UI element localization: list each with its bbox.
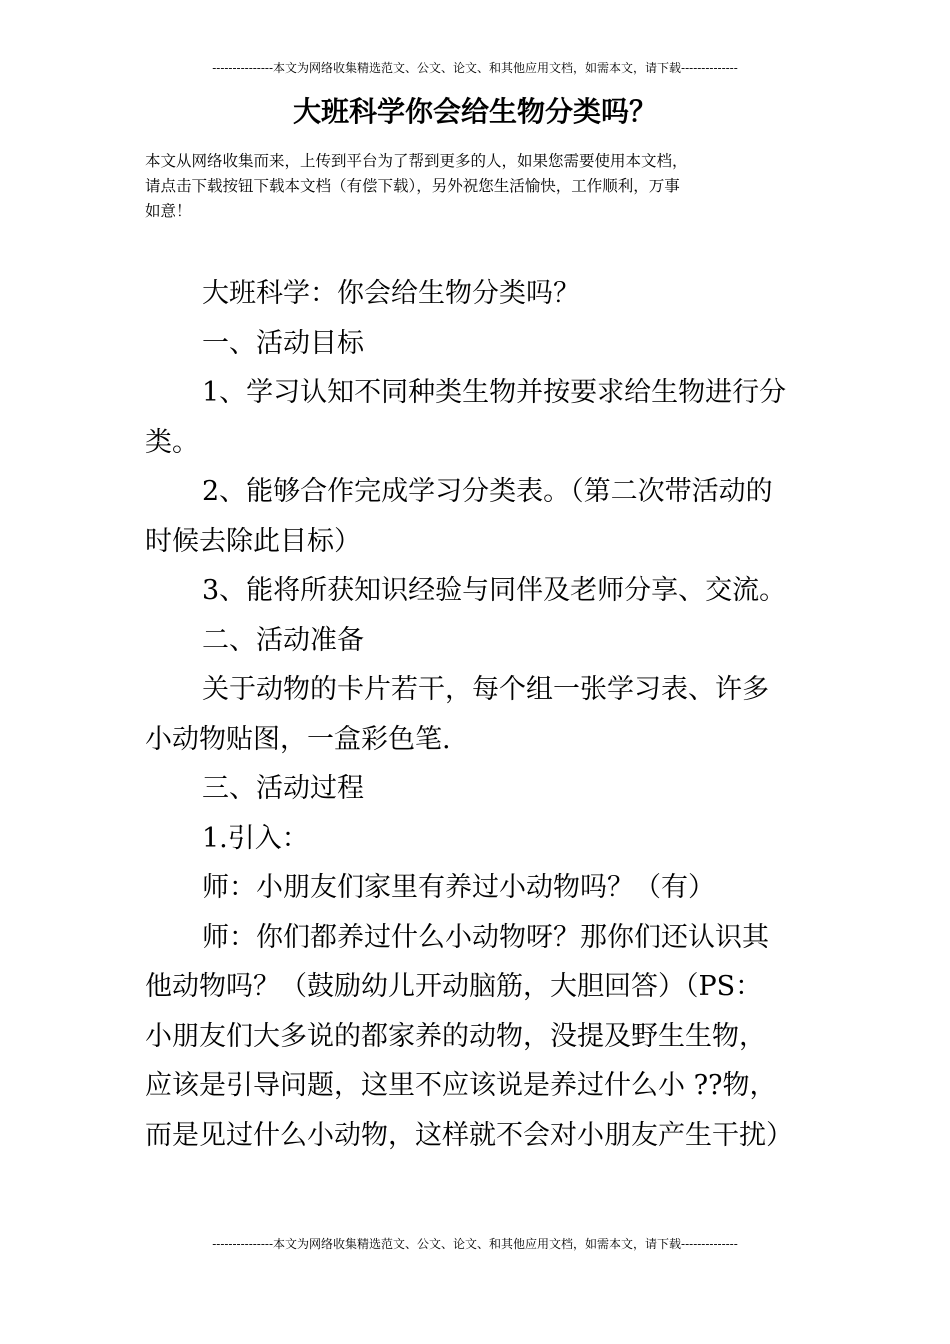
dialogue-line-continued: 应该是引导问题，这里不应该说是养过什么小 ??物， bbox=[145, 1070, 777, 1101]
goal-item-3: 3、能将所获知识经验与同伴及老师分享、交流。 bbox=[202, 575, 787, 606]
intro-paragraph bbox=[145, 149, 807, 224]
dialogue-line-continued: 而是见过什么小动物，这样就不会对小朋友产生干扰） bbox=[145, 1119, 793, 1151]
preparation-text-continued: 小动物贴图，一盒彩色笔. bbox=[145, 723, 451, 755]
goal-item-2-continued: 时候去除此目标） bbox=[145, 525, 361, 557]
dialogue-line-continued: 他动物吗？（鼓励幼儿开动脑筋，大胆回答）（PS： bbox=[145, 971, 763, 1002]
dialogue-line-continued: 小朋友们大多说的都家养的动物，没提及野生生物， bbox=[145, 1020, 766, 1052]
dialogue-line: 师：小朋友们家里有养过小动物吗？（有） bbox=[202, 872, 715, 903]
section-heading-preparation: 二、活动准备 bbox=[202, 624, 364, 656]
header-banner: ---------------本文为网络收集精选范文、公文、论文、和其他应用文档，如需本文，请下载-------------- bbox=[212, 61, 738, 75]
intro-line: 如意！ bbox=[145, 202, 192, 220]
goal-item-1: 1、学习认知不同种类生物并按要求给生物进行分 bbox=[202, 377, 787, 408]
process-step-intro: 1.引入： bbox=[202, 822, 309, 854]
intro-line: 请点击下载按钮下载本文档（有偿下载），另外祝您生活愉快，工作顺利，万事 bbox=[145, 177, 680, 195]
goal-item-1-continued: 类。 bbox=[145, 426, 199, 458]
section-heading-goals: 一、活动目标 bbox=[202, 327, 364, 359]
document-title: 大班科学你会给生物分类吗？ bbox=[292, 95, 657, 128]
dialogue-line: 师：你们都养过什么小动物呀？那你们还认识其 bbox=[202, 921, 769, 953]
subtitle-line: 大班科学：你会给生物分类吗？ bbox=[202, 278, 580, 309]
section-heading-process: 三、活动过程 bbox=[202, 773, 364, 804]
document-body bbox=[145, 269, 807, 1160]
footer-banner: ---------------本文为网络收集精选范文、公文、论文、和其他应用文档，如需本文，请下载-------------- bbox=[212, 1237, 738, 1251]
preparation-text: 关于动物的卡片若干，每个组一张学习表、许多 bbox=[202, 674, 769, 705]
goal-item-2: 2、能够合作完成学习分类表。（第二次带活动的 bbox=[202, 476, 773, 507]
intro-line: 本文从网络收集而来，上传到平台为了帮到更多的人，如果您需要使用本文档， bbox=[145, 152, 688, 170]
